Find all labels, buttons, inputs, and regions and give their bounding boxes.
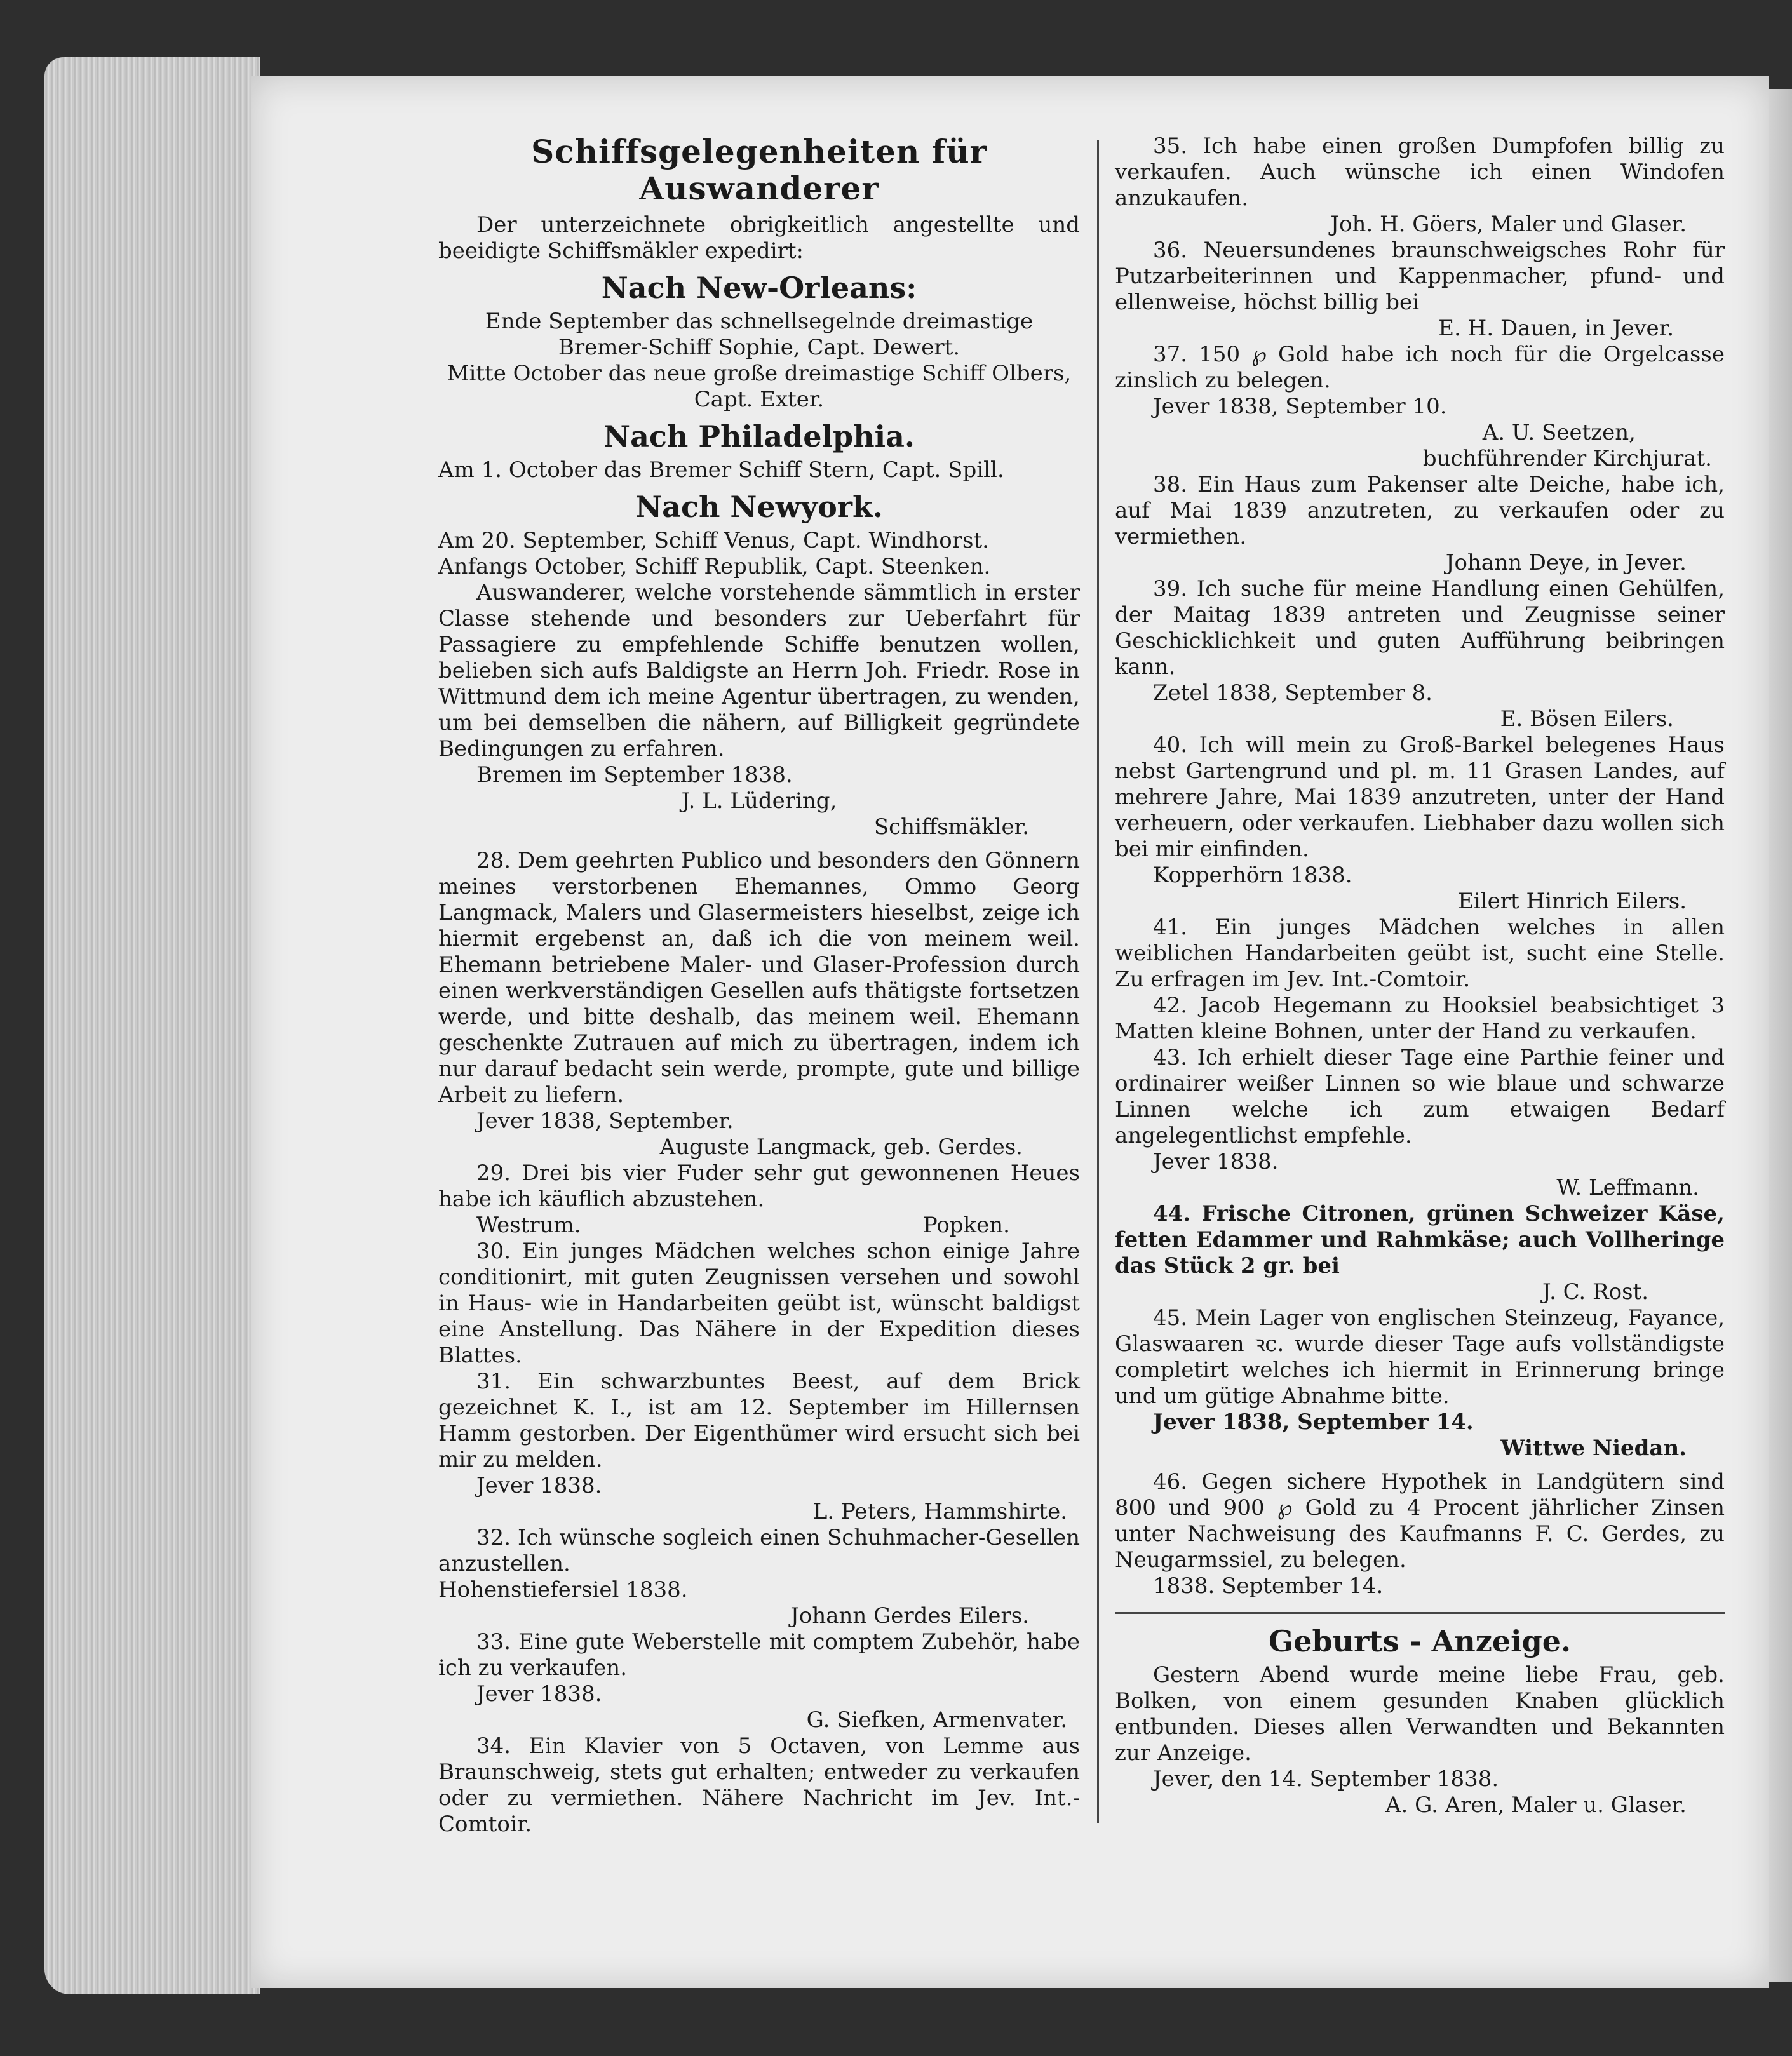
birth-notice-text: Gestern Abend wurde meine liebe Frau, geb. Bolken, von einem gesunden Knaben glücklich entbunden. Dieses allen Verwandten und Bekannten zur Anzeige. — [1115, 1662, 1725, 1766]
heading-new-orleans: Nach New-Orleans: — [601, 271, 917, 305]
emigrants-signature-title: Schiffsmäkler. — [873, 814, 1029, 840]
ad-37-signature: A. U. Seetzen, — [1482, 420, 1636, 445]
ad-28: 28. Dem geehrten Publico und besonders den Gönnern meines verstorbenen Ehemannes, Ommo Georg Langmack, Malers und Glasermeisters hieselbst, zeige ich hiermit ergebenst an, daß ich die von meinem weil. Ehemann betriebene Maler- und Glaser-Profession durch einen werkverständigen Gesellen aufs thätigste fortsetzen werde, und bitte deshalb, das meinem weil. Ehemann geschenkte Zutrauen auf mich zu übertragen, indem ich nur darauf bedacht sein werde, prompte, gute und billige Arbeit zu liefern. — [438, 848, 1080, 1108]
ad-32: 32. Ich wünsche sogleich einen Schuhmacher-Gesellen anzustellen. — [438, 1525, 1080, 1576]
newyork-ship-2: Anfangs October, Schiff Republik, Capt. Steenken. — [438, 554, 991, 579]
birth-notice-signature: A. G. Aren, Maler u. Glaser. — [1385, 1792, 1687, 1818]
ad-45-date: Jever 1838, September 14. — [1153, 1409, 1474, 1435]
ad-33: 33. Eine gute Weberstelle mit comptem Zubehör, habe ich zu verkaufen. — [438, 1629, 1080, 1681]
ad-31-date: Jever 1838. — [476, 1473, 602, 1498]
emigrants-date: Bremen im September 1838. — [476, 762, 793, 788]
emigrants-signature: J. L. Lüdering, — [681, 788, 837, 814]
orleans-ship-1: Ende September das schnellsegelnde dreimastige Bremer-Schiff Sophie, Capt. Dewert. — [485, 309, 1034, 360]
ad-34: 34. Ein Klavier von 5 Octaven, von Lemme aus Braunschweig, stets gut erhalten; entweder zu verkaufen oder zu vermiethen. Nähere Nachricht im Jev. Int.-Comtoir. — [438, 1733, 1080, 1837]
ad-46: 46. Gegen sichere Hypothek in Landgütern sind 800 und 900 ℘ Gold zu 4 Procent jährlicher Zinsen unter Nachweisung des Kaufmanns F. C. Gerdes, zu Neugarmssiel, zu belegen. — [1115, 1469, 1725, 1573]
ad-37-signature-title: buchführender Kirchjurat. — [1422, 446, 1712, 471]
column-divider — [1097, 140, 1099, 1823]
ad-39: 39. Ich suche für meine Handlung einen Gehülfen, der Maitag 1839 antreten und Zeugnisse seiner Geschicklichkeit und guten Aufführung beibringen kann. — [1115, 576, 1725, 680]
ad-43-signature: W. Leffmann. — [1556, 1175, 1699, 1200]
section-separator — [1115, 1612, 1725, 1614]
ad-35: 35. Ich habe einen großen Dumpfofen billig zu verkaufen. Auch wünsche ich einen Windofen anzukaufen. — [1115, 133, 1725, 211]
ad-35-signature: Joh. H. Göers, Maler und Glaser. — [1330, 212, 1687, 237]
ad-33-date: Jever 1838. — [476, 1681, 602, 1707]
ad-29-place-name: Westrum. — [476, 1213, 581, 1238]
book-page-edges — [44, 57, 260, 1994]
ad-36-signature: E. H. Dauen, in Jever. — [1438, 316, 1674, 341]
ad-37: 37. 150 ℘ Gold habe ich noch für die Orgelcasse zinslich zu belegen. — [1115, 342, 1725, 393]
emigrants-notice: Auswanderer, welche vorstehende sämmtlich in erster Classe stehende und besonders zur Ueberfahrt für Passagiere zu empfehlende Schiffe benutzen wollen, belieben sich aufs Baldigste an Herrn Joh. Friedr. Rose in Wittmund dem ich meine Agentur übertragen, zu wenden, um bei demselben die nähern, auf Billigkeit gegründete Bedingungen zu erfahren. — [438, 580, 1080, 762]
birth-notice-title: Geburts - Anzeige. — [1268, 1624, 1572, 1658]
left-column — [438, 133, 1080, 1838]
ad-40-signature: Eilert Hinrich Eilers. — [1458, 889, 1687, 914]
newyork-ship-1: Am 20. September, Schiff Venus, Capt. Windhorst. — [438, 528, 989, 553]
ad-33-signature: G. Siefken, Armenvater. — [806, 1707, 1067, 1733]
ad-45: 45. Mein Lager von englischen Steinzeug, Fayance, Glaswaaren ꝛc. wurde dieser Tage aufs vollständigste completirt welches ich hiermit in Erinnerung bringe und um gütige Abnahme bitte. — [1115, 1305, 1725, 1409]
ad-38-signature: Johann Deye, in Jever. — [1445, 550, 1687, 575]
heading-newyork: Nach Newyork. — [635, 490, 883, 524]
ad-40-date: Kopperhörn 1838. — [1153, 863, 1352, 888]
ad-44: 44. Frische Citronen, grünen Schweizer Käse, fetten Edammer und Rahmkäse; auch Vollheringe das Stück 2 gr. bei — [1115, 1201, 1725, 1279]
ad-42: 42. Jacob Hegemann zu Hooksiel beabsichtiget 3 Matten kleine Bohnen, unter der Hand zu verkaufen. — [1115, 993, 1725, 1044]
ad-41: 41. Ein junges Mädchen welches in allen weiblichen Handarbeiten geübt ist, sucht eine Stelle. Zu erfragen im Jev. Int.-Comtoir. — [1115, 915, 1725, 992]
ad-28-signature: Auguste Langmack, geb. Gerdes. — [659, 1134, 1023, 1160]
ad-38: 38. Ein Haus zum Pakenser alte Deiche, habe ich, auf Mai 1839 anzutreten, zu verkaufen oder zu vermiethen. — [1115, 472, 1725, 549]
emigrants-intro: Der unterzeichnete obrigkeitlich angestellte und beeidigte Schiffsmäkler expedirt: — [438, 212, 1080, 264]
ad-40: 40. Ich will mein zu Groß-Barkel belegenes Haus nebst Gartengrund und pl. m. 11 Grasen Landes, auf mehrere Jahre, Mai 1839 anzutreten, unter der Hand verheuern, oder verkaufen. Liebhaber dazu wollen sich bei mir einfinden. — [1115, 732, 1725, 862]
heading-philadelphia: Nach Philadelphia. — [603, 419, 915, 454]
ad-43-date: Jever 1838. — [1153, 1149, 1279, 1174]
ad-43: 43. Ich erhielt dieser Tage eine Parthie feiner und ordinairer weißer Linnen so wie blaue und schwarze Linnen welche ich zum etwaigen Bedarf angelegentlichst empfehle. — [1115, 1045, 1725, 1148]
ad-30: 30. Ein junges Mädchen welches schon einige Jahre conditionirt, mit guten Zeugnissen versehen und sowohl in Haus- wie in Handarbeiten geübt ist, wünscht baldigst eine Anstellung. Das Nähere in der Expedition dieses Blattes. — [438, 1239, 1080, 1368]
ad-29-signature: Popken. — [922, 1213, 1010, 1238]
ad-29: 29. Drei bis vier Fuder sehr gut gewonnenen Heues habe ich käuflich abzustehen. — [438, 1160, 1080, 1212]
ad-32-date: Hohenstiefersiel 1838. — [438, 1577, 688, 1602]
ad-29-place — [438, 1213, 1080, 1239]
ad-37-date: Jever 1838, September 10. — [1153, 394, 1447, 419]
ad-32-signature: Johann Gerdes Eilers. — [790, 1603, 1029, 1629]
birth-notice-date: Jever, den 14. September 1838. — [1153, 1766, 1499, 1792]
right-column — [1115, 133, 1725, 1818]
ad-31: 31. Ein schwarzbuntes Beest, auf dem Brick gezeichnet K. I., ist am 12. September im Hillernsen Hamm gestorben. Der Eigenthümer wird ersucht sich bei mir zu melden. — [438, 1369, 1080, 1472]
ad-28-date: Jever 1838, September. — [476, 1108, 734, 1134]
ad-31-signature: L. Peters, Hammshirte. — [812, 1499, 1067, 1524]
ad-44-signature: J. C. Rost. — [1542, 1279, 1648, 1305]
ad-36: 36. Neuersundenes braunschweigsches Rohr für Putzarbeiterinnen und Kappenmacher, pfund- und ellenweise, höchst billig bei — [1115, 238, 1725, 315]
ad-39-date: Zetel 1838, September 8. — [1153, 680, 1432, 706]
orleans-ship-2: Mitte October das neue große dreimastige Schiff Olbers, Capt. Exter. — [447, 361, 1072, 412]
ad-45-signature: Wittwe Niedan. — [1500, 1435, 1687, 1461]
philadelphia-ship: Am 1. October das Bremer Schiff Stern, Capt. Spill. — [438, 457, 1004, 483]
ad-46-date: 1838. September 14. — [1153, 1573, 1384, 1599]
ad-39-signature: E. Bösen Eilers. — [1500, 706, 1674, 732]
emigrants-title: Schiffsgelegenheiten für Auswanderer — [531, 133, 987, 207]
